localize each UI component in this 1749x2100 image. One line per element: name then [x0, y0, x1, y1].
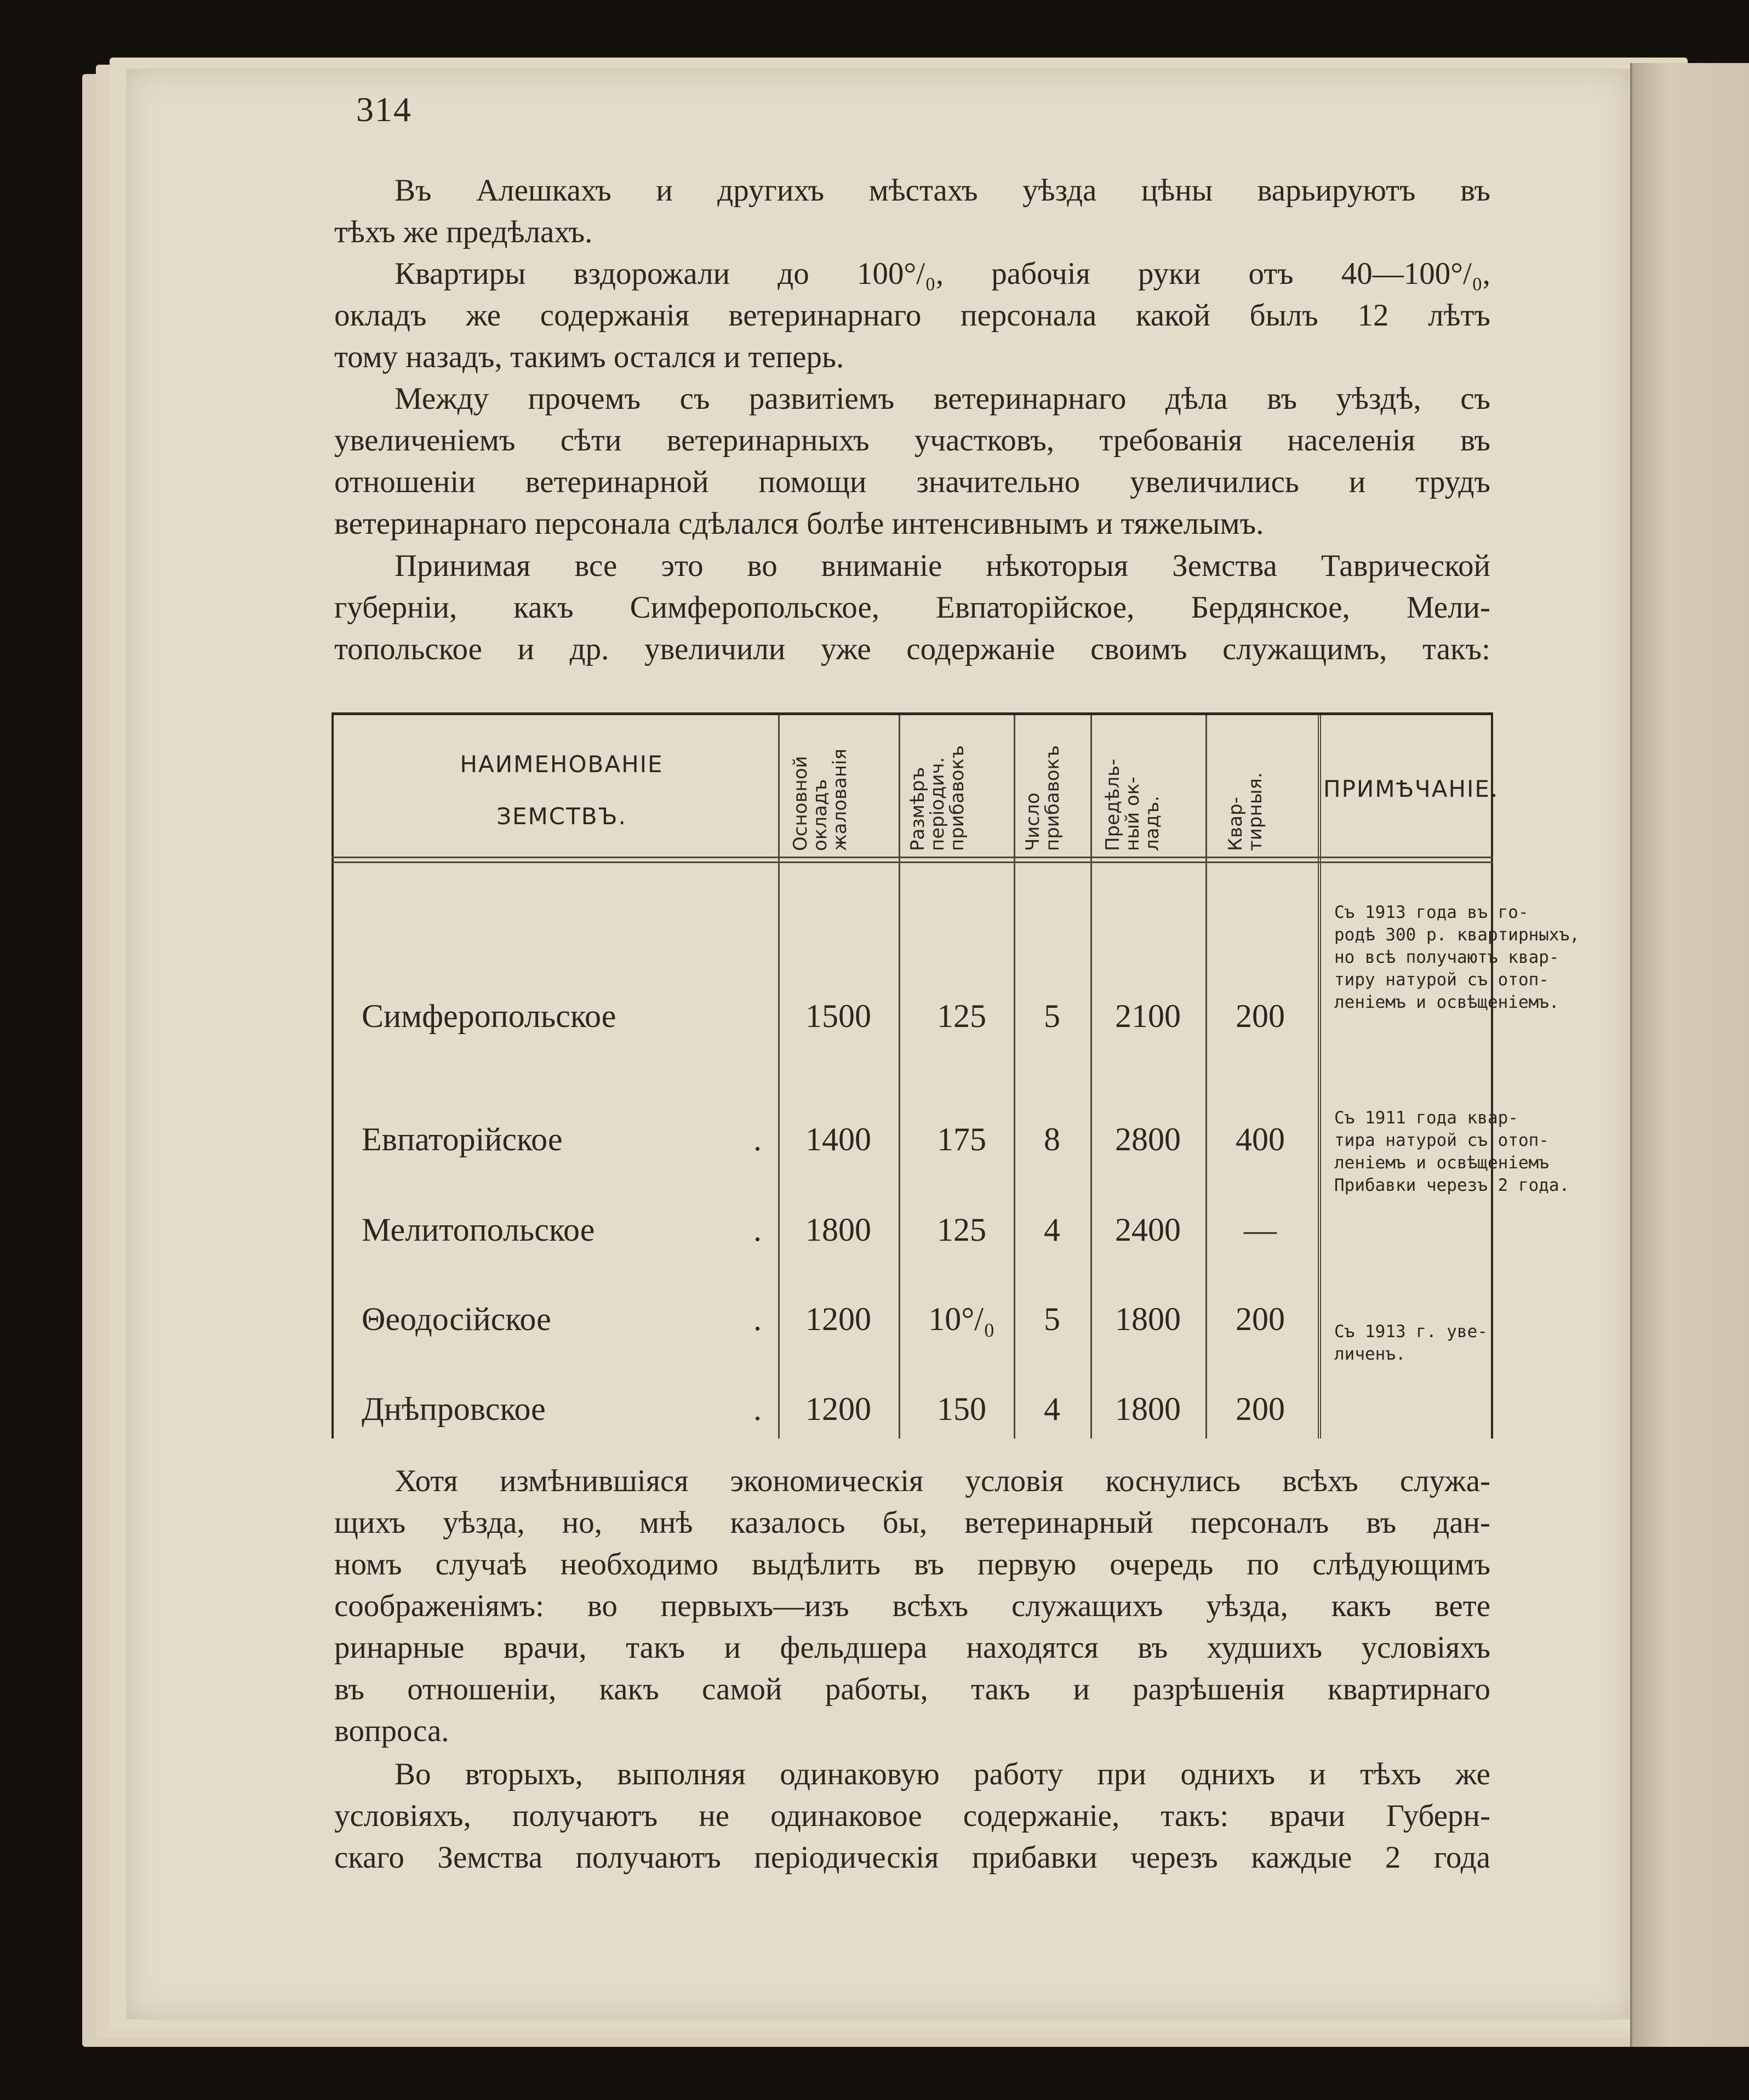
increment-cell: 125 — [937, 998, 986, 1034]
salary-cell: 1500 — [805, 998, 871, 1034]
text-line: увеличеніемъ сѣти ветеринарныхъ участковъ, требованія населенія въ — [334, 423, 1490, 458]
note-line: Съ 1913 г. уве- — [1334, 1322, 1488, 1342]
facing-page-edge — [1630, 63, 1749, 2047]
header-name: НАИМЕНОВАНІЕ — [460, 751, 664, 778]
text-line: Между прочемъ съ развитіемъ ветеринарнаго дѣла въ уѣздѣ, съ — [395, 381, 1490, 416]
column-divider — [1205, 715, 1207, 1439]
text-line: тѣхъ же предѣлахъ. — [334, 215, 593, 249]
note-line: леніемъ и освѣщеніемъ. — [1334, 992, 1559, 1012]
header-separator — [331, 857, 1493, 863]
count-cell: 4 — [1044, 1391, 1060, 1427]
leader-dot: . — [753, 1121, 762, 1157]
text-line: Во вторыхъ, выполняя одинаковую работу при однихъ и тѣхъ же — [395, 1757, 1490, 1791]
header-count: Число прибавокъ — [1022, 745, 1064, 851]
note-evpatoria — [1334, 1107, 1570, 1197]
max-cell: 2100 — [1115, 998, 1181, 1034]
text-line: соображеніямъ: во первыхъ—изъ всѣхъ служащихъ уѣзда, какъ вете — [334, 1589, 1490, 1623]
text-line: скаго Земства получаютъ періодическія прибавки черезъ каждые 2 года — [334, 1840, 1490, 1875]
page-number: 314 — [356, 90, 412, 129]
column-divider — [778, 715, 780, 1439]
paragraph — [334, 378, 1490, 545]
text-line: окладъ же содержанія ветеринарнаго персонала какой былъ 12 лѣтъ — [334, 298, 1490, 333]
text-line: ринарные врачи, такъ и фельдшера находятся въ худшихъ условіяхъ — [334, 1630, 1490, 1665]
table-border — [331, 715, 334, 1439]
column-divider — [1318, 715, 1321, 1439]
text-line: Принимая все это во вниманіе нѣкоторыя Земства Таврической — [395, 549, 1490, 583]
text-line: Квартиры вздорожали до 100°/₀, рабочія руки отъ 40—100°/₀, — [395, 256, 1490, 291]
housing-cell: 200 — [1236, 998, 1285, 1034]
count-cell: 4 — [1044, 1212, 1060, 1248]
leader-dot: . — [753, 1301, 762, 1337]
note-line: Съ 1913 года въ го- — [1334, 903, 1529, 922]
text-line: тому назадъ, такимъ остался и теперь. — [334, 340, 844, 374]
text-line: щихъ уѣзда, но, мнѣ казалось бы, ветеринарный персоналъ въ дан- — [334, 1505, 1490, 1540]
note-line: тира натурой съ отоп- — [1334, 1131, 1549, 1150]
count-cell: 5 — [1044, 998, 1060, 1034]
housing-cell: — — [1244, 1212, 1277, 1248]
salary-table — [331, 712, 1580, 1439]
column-divider — [1014, 715, 1015, 1439]
count-cell: 5 — [1044, 1301, 1060, 1337]
note-line: тиру натурой съ отоп- — [1334, 970, 1549, 990]
paragraph — [334, 253, 1490, 378]
header-name: ЗЕМСТВЪ. — [496, 803, 627, 830]
count-cell: 8 — [1044, 1121, 1060, 1157]
salary-cell: 1400 — [805, 1121, 871, 1157]
paragraph — [334, 1460, 1490, 1752]
increment-cell: 10°/₀ — [928, 1301, 995, 1337]
increment-cell: 175 — [937, 1121, 986, 1157]
column-divider — [899, 715, 900, 1439]
text-line: въ отношеніи, какъ самой работы, такъ и разрѣшенія квартирнаго — [334, 1672, 1490, 1707]
text-line: Въ Алешкахъ и другихъ мѣстахъ уѣзда цѣны варьируютъ въ — [395, 173, 1490, 208]
max-cell: 2400 — [1115, 1212, 1181, 1248]
salary-cell: 1800 — [805, 1212, 871, 1248]
note-line: Съ 1911 года квар- — [1334, 1108, 1518, 1128]
text-line: условіяхъ, получаютъ не одинаковое содержаніе, такъ: врачи Губерн- — [334, 1799, 1490, 1833]
leader-dot: . — [753, 1212, 762, 1248]
zemstvo-name: Θеодосійское — [362, 1301, 551, 1337]
housing-cell: 200 — [1236, 1301, 1285, 1337]
text-line: губерніи, какъ Симферопольское, Евпаторійское, Бердянское, Мели- — [334, 590, 1490, 625]
text-line: отношеніи ветеринарной помощи значительно увеличились и трудъ — [334, 465, 1490, 499]
column-divider — [1090, 715, 1092, 1439]
book-page — [126, 69, 1630, 2019]
zemstvo-name: Симферопольское — [362, 998, 616, 1034]
paragraph — [334, 545, 1490, 670]
note-simferopol — [1334, 901, 1580, 1014]
text-line: ветеринарнаго персонала сдѣлался болѣе интенсивнымъ и тяжелымъ. — [334, 506, 1264, 541]
note-line: родѣ 300 р. квартирныхъ, — [1334, 925, 1580, 945]
paragraph — [334, 1754, 1490, 1879]
note-feodosia — [1334, 1321, 1488, 1366]
table-border — [1491, 715, 1493, 1439]
increment-cell: 125 — [937, 1212, 986, 1248]
leader-dot: . — [753, 1391, 762, 1427]
increment-cell: 150 — [937, 1391, 986, 1427]
text-line: вопроса. — [334, 1714, 449, 1748]
header-housing: Квар- тирныя. — [1225, 772, 1266, 851]
header-max: Предѣль- ный ок- ладъ. — [1102, 758, 1163, 851]
header-note: ПРИМѢЧАНІЕ. — [1323, 775, 1499, 802]
max-cell: 2800 — [1115, 1121, 1181, 1157]
text-line: номъ случаѣ необходимо выдѣлить въ первую очередь по слѣдующимъ — [334, 1547, 1490, 1582]
paragraph — [334, 170, 1490, 253]
text-line: топольское и др. увеличили уже содержаніе своимъ служащимъ, такъ: — [334, 632, 1490, 666]
zemstvo-name: Мелитопольское — [362, 1212, 595, 1248]
note-line: Прибавки черезъ 2 года. — [1334, 1175, 1570, 1195]
salary-cell: 1200 — [805, 1301, 871, 1337]
max-cell: 1800 — [1115, 1301, 1181, 1337]
text-line: Хотя измѣнившіяся экономическія условія коснулись всѣхъ служа- — [395, 1464, 1490, 1498]
header-salary: Основной окладъ жалованія — [790, 749, 851, 851]
housing-cell: 400 — [1236, 1121, 1285, 1157]
zemstvo-name: Евпаторійское — [362, 1121, 563, 1157]
housing-cell: 200 — [1236, 1391, 1285, 1427]
note-line: леніемъ и освѣщеніемъ — [1334, 1153, 1549, 1173]
salary-cell: 1200 — [805, 1391, 871, 1427]
max-cell: 1800 — [1115, 1391, 1181, 1427]
zemstvo-name: Днѣпровское — [362, 1391, 546, 1427]
header-increment: Размѣръ періодич. прибавокъ — [907, 745, 968, 851]
note-line: но всѣ получаютъ квар- — [1334, 948, 1559, 967]
note-line: личенъ. — [1334, 1344, 1406, 1364]
